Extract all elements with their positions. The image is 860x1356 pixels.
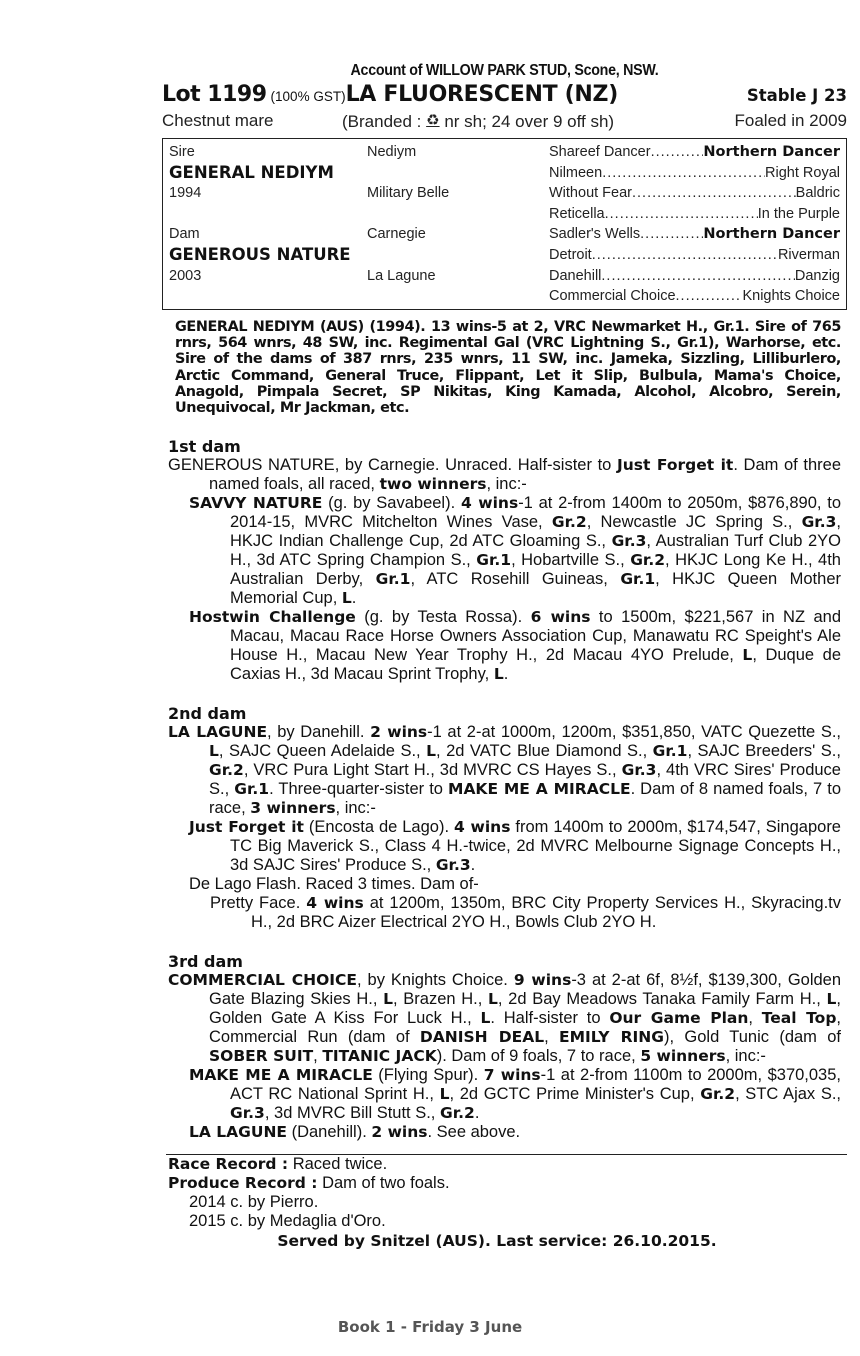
- brand-info: (Branded : ♻ nr sh; 24 over 9 off sh): [342, 112, 615, 131]
- service-note: Served by Snitzel (AUS). Last service: 26.10.2015.: [277, 1231, 717, 1250]
- ancestor-7: Commercial Choice ..... Knights Choice: [549, 286, 840, 307]
- ancestor-0: Shareef Dancer ..... Northern Dancer: [549, 142, 840, 163]
- ancestor-4: Sadler's Wells ..... Northern Dancer: [549, 224, 840, 245]
- race-record: Race Record : Raced twice.: [168, 1154, 388, 1173]
- foal-item: 2015 c. by Medaglia d'Oro.: [189, 1211, 386, 1230]
- produce-record: Produce Record : Dam of two foals.: [168, 1173, 450, 1192]
- vendor-account: Account of WILLOW PARK STUD, Scone, NSW.: [350, 62, 659, 79]
- dam-label: Dam: [169, 226, 200, 243]
- progeny-item: Just Forget it (Encosta de Lago). 4 wins from 1400m to 2000m, $174,547, Singapore TC Big Maverick S., Class 4 H.-twice, 2d MVRC Melbourne Signage Concepts H., 3d SAJC Sires' Produce S., Gr.3.: [189, 817, 841, 874]
- sire-dam: Military Belle: [367, 185, 450, 202]
- lot-number: Lot 1199: [162, 82, 267, 107]
- dam-intro: LA LAGUNE, by Danehill. 2 wins-1 at 2-at 1000m, 1200m, $351,850, VATC Quezette S., L, SAJC Queen Adelaide S., L, 2d VATC Blue Diamond S., Gr.1, SAJC Breeders' S., Gr.2, VRC Pura Light Start H., 3d MVRC CS Hayes S., Gr.3, 4th VRC Sires' Produce S., Gr.1. Three-quarter-sister to MAKE ME A MIRACLE. Dam of 8 named foals, 7 to race, 3 winners, inc:-: [168, 722, 842, 817]
- lot-title-row: [162, 82, 847, 107]
- brand-mark-icon: ♻: [426, 112, 440, 129]
- ancestor-2: Without Fear ..... Baldric: [549, 183, 840, 204]
- dam-name: GENEROUS NATURE: [169, 244, 351, 264]
- ancestor-6: Danehill ..... Danzig: [549, 266, 840, 287]
- sire-label: Sire: [169, 144, 195, 160]
- ancestor-1: Nilmeen ..... Right Royal: [549, 163, 840, 184]
- section-heading: 1st dam: [168, 436, 241, 456]
- pedigree-table: [162, 138, 847, 310]
- stable-location: Stable J 23: [746, 86, 847, 105]
- section-heading: 2nd dam: [168, 703, 247, 723]
- third-dam-section: [162, 952, 847, 1142]
- ancestor-3: Reticella ..... In the Purple: [549, 204, 840, 225]
- sire-sire: Nediym: [367, 144, 417, 160]
- section-heading: 3rd dam: [168, 951, 243, 971]
- dam-sire: Carnegie: [367, 226, 426, 243]
- dam-intro: COMMERCIAL CHOICE, by Knights Choice. 9 wins-3 at 2-at 6f, 8½f, $139,300, Golden Gate Blazing Skies H., L, Brazen H., L, 2d Bay Meadows Tanaka Family Farm H., L, Golden Gate A Kiss For Luck H., L. Half-sister to Our Game Plan, Teal Top, Commercial Run (dam of DANISH DEAL, EMILY RING), Gold Tunic (dam of SOBER SUIT, TITANIC JACK). Dam of 9 foals, 7 to race, 5 winners, inc:-: [168, 970, 842, 1065]
- lot-page: [162, 62, 847, 1251]
- horse-details: [162, 111, 847, 132]
- second-dam-section: [162, 704, 847, 932]
- foal-item: 2014 c. by Pierro.: [189, 1192, 319, 1211]
- sire-year: 1994: [169, 185, 202, 202]
- horse-description: Chestnut mare: [162, 111, 274, 130]
- dam-dam: La Lagune: [367, 267, 436, 284]
- progeny-item: LA LAGUNE (Danehill). 2 wins. See above.: [189, 1122, 521, 1141]
- gst-note: (100% GST): [270, 89, 346, 104]
- ancestor-5: Detroit ..... Riverman: [549, 245, 840, 266]
- sire-summary: GENERAL NEDIYM (AUS) (1994). 13 wins-5 at 2, VRC Newmarket H., Gr.1. Sire of 765 rnrs, 564 wnrs, 48 SW, inc. Regimental Gal (VRC Lightning S., Gr.1), Warhorse, etc. Sire of the dams of 387 rnrs, 235 wnrs, 11 SW, inc. Jameka, Sizzling, Lilliburlero, Arctic Command, General Truce, Flippant, Let it Slip, Bulbula, Mama's Choice, Anagold, Pimpala Secret, SP Nikitas, King Kamada, Alcohol, Alcobro, Serein, Unequivocal, Mr Jackman, etc.: [175, 318, 841, 417]
- grand-progeny-item: Pretty Face. 4 wins at 1200m, 1350m, BRC City Property Services H., Skyracing.tv H., 2d BRC Aizer Electrical 2YO H., Bowls Club 2YO H.: [210, 893, 842, 931]
- dam-intro: GENEROUS NATURE, by Carnegie. Unraced. Half-sister to Just Forget it. Dam of three named foals, all raced, two winners, inc:-: [168, 455, 842, 493]
- page-footer: Book 1 - Friday 3 June: [337, 1318, 523, 1336]
- dam-year: 2003: [169, 267, 202, 284]
- sire-name: GENERAL NEDIYM: [169, 162, 334, 182]
- foaled-year: Foaled in 2009: [734, 111, 847, 130]
- progeny-item: De Lago Flash. Raced 3 times. Dam of-: [189, 874, 479, 893]
- horse-name: LA FLUORESCENT (NZ): [345, 82, 618, 107]
- progeny-item: SAVVY NATURE (g. by Savabeel). 4 wins-1 at 2-from 1400m to 2050m, $876,890, to 2014-15, MVRC Mitchelton Wines Vase, Gr.2, Newcastle JC Spring S., Gr.3, HKJC Indian Challenge Cup, 2d ATC Gloaming S., Gr.3, Australian Turf Club 2YO H., 3d ATC Spring Champion S., Gr.1, Hobartville S., Gr.2, HKJC Long Ke H., 4th Australian Derby, Gr.1, ATC Rosehill Guineas, Gr.1, HKJC Queen Mother Memorial Cup, L.: [189, 493, 841, 607]
- progeny-item: MAKE ME A MIRACLE (Flying Spur). 7 wins-1 at 2-from 1100m to 2000m, $370,035, ACT RC National Sprint H., L, 2d GCTC Prime Minister's Cup, Gr.2, STC Ajax S., Gr.3, 3d MVRC Bill Stutt S., Gr.2.: [189, 1065, 841, 1122]
- first-dam-section: [162, 437, 847, 684]
- progeny-item: Hostwin Challenge (g. by Testa Rossa). 6 wins to 1500m, $221,567 in NZ and Macau, Macau Race Horse Owners Association Cup, Manawatu RC Speight's Ale House H., Macau New Year Trophy H., 2d Macau 4YO Prelude, L, Duque de Caxias H., 3d Macau Sprint Trophy, L.: [189, 607, 841, 683]
